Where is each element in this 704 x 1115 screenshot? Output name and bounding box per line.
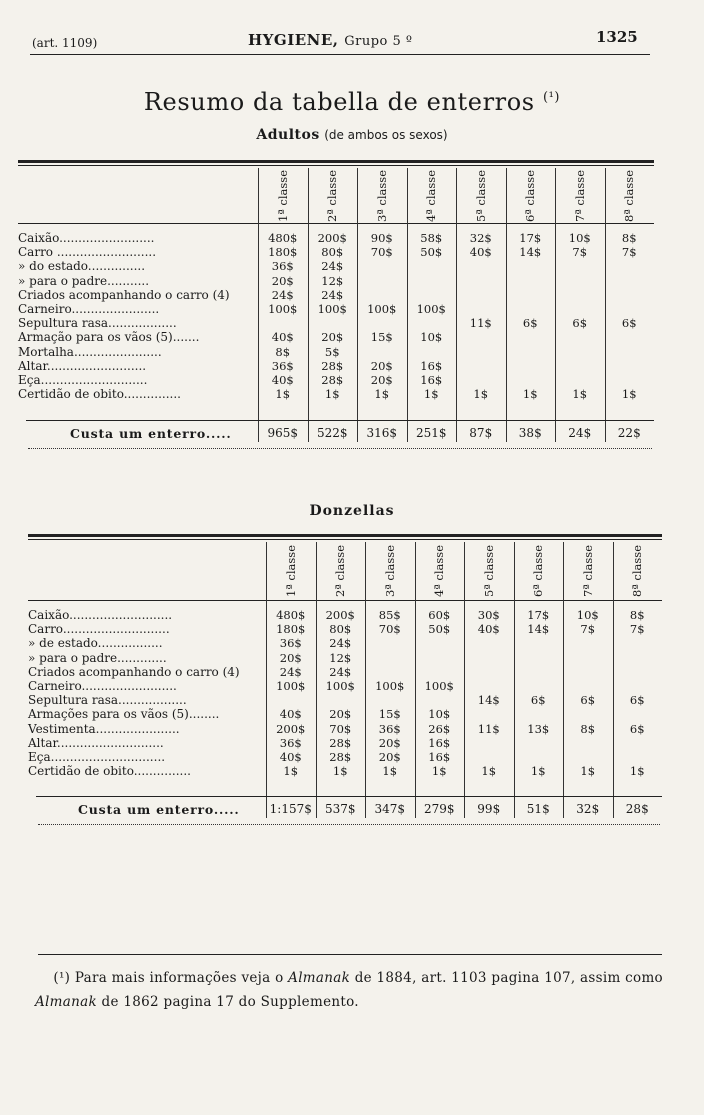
- adultos-total-cell: 316$: [366, 426, 398, 440]
- adultos-cell: 6$: [572, 316, 588, 331]
- adultos-total-label: Custa um enterro.....: [70, 426, 232, 441]
- adultos-cell: 1$: [572, 387, 588, 402]
- adultos-row-label: Certidão de obito...............: [18, 387, 181, 402]
- donzellas-column-header-label: 3ª classe: [382, 544, 397, 598]
- adultos-column-header-label: 8ª classe: [622, 169, 637, 222]
- adultos-cell: 1$: [522, 387, 538, 402]
- donzellas-column-header-label: 2ª classe: [333, 544, 348, 598]
- subtitle-adultos: Adultos: [256, 127, 320, 143]
- donzellas-cell: 80$: [329, 622, 352, 637]
- donzellas-column-header: [415, 544, 465, 598]
- adultos-cell: 1$: [423, 387, 439, 402]
- adultos-column-header-label: 1ª classe: [275, 169, 290, 222]
- donzellas-cell: 36$: [279, 735, 302, 750]
- donzellas-total-cell: 32$: [576, 802, 600, 816]
- adultos-cell: 28$: [321, 373, 344, 387]
- adultos-cell: 12$: [321, 273, 344, 288]
- donzellas-row-label: Altar............................: [28, 735, 164, 750]
- donzellas-cell: 28$: [329, 735, 352, 750]
- adultos-row-label: Carro ..........................: [18, 245, 157, 260]
- adultos-cell: 40$: [271, 330, 294, 345]
- donzellas-cell: 24$: [279, 664, 302, 679]
- adultos-row-label: Caixão.........................: [18, 231, 155, 245]
- donzellas-cell: 6$: [530, 693, 546, 708]
- adultos-cell: 100$: [416, 302, 446, 316]
- adultos-cell: 17$: [519, 231, 542, 245]
- adultos-cell: 10$: [420, 330, 443, 345]
- adultos-cell: 180$: [268, 245, 298, 260]
- adultos-cell: 200$: [317, 231, 347, 245]
- adultos-cell: 80$: [321, 245, 344, 260]
- adultos-total-cell: 522$: [316, 426, 348, 440]
- donzellas-cell: 40$: [477, 622, 500, 637]
- donzellas-cell: 200$: [325, 608, 355, 622]
- adultos-column-header-label: 5ª classe: [473, 169, 488, 222]
- donzellas-column-header: [563, 544, 613, 598]
- donzellas-cell: 1$: [382, 764, 398, 779]
- adultos-cell: 16$: [420, 358, 443, 373]
- adultos-cell: 6$: [621, 316, 637, 331]
- adultos-cell: 24$: [271, 287, 294, 302]
- adultos-cell: 40$: [271, 373, 294, 387]
- footnote-almanak-1: Almanak: [288, 970, 351, 986]
- donzellas-total-rule: [36, 796, 662, 797]
- adultos-cell: 28$: [321, 358, 344, 373]
- adultos-total-cell: 38$: [518, 426, 542, 440]
- adultos-cell: 7$: [572, 245, 588, 260]
- donzellas-total-cell: 347$: [374, 802, 406, 816]
- adultos-cell: 100$: [317, 302, 347, 316]
- donzellas-row-label: Carro............................: [28, 622, 170, 637]
- donzellas-cell: 36$: [378, 721, 401, 736]
- adultos-total-cell: 87$: [469, 426, 493, 440]
- adultos-total-cell: 24$: [568, 426, 592, 440]
- donzellas-cell: 16$: [428, 750, 451, 764]
- donzellas-column-header-label: 5ª classe: [481, 544, 496, 598]
- donzellas-top-rule: [28, 534, 662, 537]
- adultos-cell: 36$: [271, 259, 294, 274]
- donzellas-cell: 20$: [378, 750, 401, 764]
- donzellas-cell: 1$: [580, 764, 596, 779]
- donzellas-row-label: Eça..............................: [28, 750, 166, 764]
- donzellas-total-cell: 99$: [477, 802, 501, 816]
- donzellas-cell: 85$: [378, 608, 401, 622]
- adultos-row-label: » para o padre...........: [18, 273, 150, 288]
- donzellas-row-label: Certidão de obito...............: [28, 764, 191, 779]
- donzellas-cell: 1$: [530, 764, 546, 779]
- donzellas-column-header-label: 8ª classe: [630, 544, 645, 598]
- donzellas-cell: 20$: [329, 707, 352, 722]
- donzellas-cell: 50$: [428, 622, 451, 637]
- donzellas-row-label: Armações para os vãos (5)........: [28, 707, 220, 722]
- donzellas-cell: 24$: [329, 636, 352, 651]
- adultos-cell: 16$: [420, 373, 443, 387]
- donzellas-cell: 14$: [477, 693, 500, 708]
- donzellas-cell: 180$: [276, 622, 306, 637]
- adultos-cell: 1$: [621, 387, 637, 402]
- footnote: [35, 966, 675, 1014]
- adultos-row-label: Eça............................: [18, 373, 148, 387]
- footnote-text-b: de 1884, art. 1103 pagina 107, assim como: [354, 970, 663, 986]
- donzellas-cell: 70$: [329, 721, 352, 736]
- donzellas-cell: 1$: [481, 764, 497, 779]
- adultos-row-label: » do estado...............: [18, 259, 146, 274]
- donzellas-column-header: [464, 544, 514, 598]
- donzellas-total-cell: 279$: [423, 802, 455, 816]
- donzellas-cell: 60$: [428, 608, 451, 622]
- adultos-cell: 58$: [420, 231, 443, 245]
- adultos-cell: 1$: [374, 387, 390, 402]
- donzellas-top-rule-thin: [28, 539, 662, 540]
- donzellas-row-label: Vestimenta......................: [28, 721, 180, 736]
- adultos-row-label: Altar..........................: [18, 358, 147, 373]
- adultos-row-label: Mortalha.......................: [18, 344, 162, 359]
- adultos-cell: 100$: [367, 302, 397, 316]
- adultos-cell: 24$: [321, 259, 344, 274]
- donzellas-cell: 10$: [576, 608, 599, 622]
- footnote-text-c: de 1862 pagina 17 do Supplemento.: [101, 994, 359, 1010]
- donzellas-cell: 16$: [428, 735, 451, 750]
- adultos-cell: 14$: [519, 245, 542, 260]
- adultos-cell: 1$: [324, 387, 340, 402]
- header-article-ref: (art. 1109): [32, 36, 98, 50]
- title-footnote-marker: (¹): [542, 90, 561, 105]
- donzellas-row-label: Sepultura rasa..................: [28, 693, 187, 708]
- adultos-total-cell: 965$: [267, 426, 299, 440]
- page-number: 1325: [596, 28, 638, 46]
- adultos-cell: 8$: [275, 344, 291, 359]
- donzellas-total-cell: 537$: [324, 802, 356, 816]
- adultos-cell: 20$: [370, 358, 393, 373]
- donzellas-cell: 7$: [629, 622, 645, 637]
- adultos-cell: 1$: [275, 387, 291, 402]
- donzellas-cell: 100$: [276, 679, 306, 693]
- donzellas-cell: 12$: [329, 650, 352, 665]
- donzellas-row-label: Carneiro.........................: [28, 679, 177, 693]
- footnote-marker: (¹): [53, 970, 71, 986]
- adultos-cell: 5$: [324, 344, 340, 359]
- donzellas-column-header-label: 6ª classe: [531, 544, 546, 598]
- donzellas-cell: 28$: [329, 750, 352, 764]
- donzellas-cell: 40$: [279, 750, 302, 764]
- donzellas-column-header: [266, 544, 316, 598]
- donzellas-row-label: » para o padre.............: [28, 650, 167, 665]
- donzellas-cell: 15$: [378, 707, 401, 722]
- donzellas-cell: 30$: [477, 608, 500, 622]
- adultos-cell: 100$: [268, 302, 298, 316]
- donzellas-cell: 8$: [629, 608, 645, 622]
- header-group: Grupo 5 º: [344, 34, 413, 49]
- page-title-text: Resumo da tabella de enterros: [143, 88, 535, 116]
- adultos-column-header-label: 6ª classe: [523, 169, 538, 222]
- donzellas-cell: 1$: [431, 764, 447, 779]
- footnote-rule: [38, 954, 662, 955]
- adultos-cell: 1$: [473, 387, 489, 402]
- donzellas-cell: 10$: [428, 707, 451, 722]
- donzellas-row-label: Criados acompanhando o carro (4): [28, 664, 240, 679]
- donzellas-cell: 200$: [276, 721, 306, 736]
- donzellas-cell: 11$: [477, 721, 500, 736]
- donzellas-cell: 6$: [580, 693, 596, 708]
- donzellas-cell: 480$: [276, 608, 306, 622]
- adultos-cell: 10$: [568, 231, 591, 245]
- donzellas-bottom-rule: [38, 820, 660, 825]
- donzellas-column-header: [316, 544, 366, 598]
- adultos-column-header-label: 4ª classe: [424, 169, 439, 222]
- donzellas-cell: 13$: [527, 721, 550, 736]
- donzellas-cell: 20$: [279, 650, 302, 665]
- donzellas-column-header: [613, 544, 663, 598]
- footnote-text-a: Para mais informações veja o: [74, 970, 284, 986]
- donzellas-cell: 1$: [283, 764, 299, 779]
- donzellas-cell: 6$: [629, 721, 645, 736]
- adultos-cell: 20$: [321, 330, 344, 345]
- donzellas-cell: 36$: [279, 636, 302, 651]
- donzellas-cell: 100$: [375, 679, 405, 693]
- adultos-cell: 32$: [469, 231, 492, 245]
- adultos-row-label: Sepultura rasa..................: [18, 316, 177, 331]
- donzellas-total-cell: 28$: [625, 802, 649, 816]
- adultos-cell: 15$: [370, 330, 393, 345]
- donzellas-row-label: Caixão...........................: [28, 608, 173, 622]
- donzellas-cell: 100$: [325, 679, 355, 693]
- donzellas-column-header-label: 1ª classe: [283, 544, 298, 598]
- adultos-row-label: Armação para os vãos (5).......: [18, 330, 200, 345]
- donzellas-cell: 14$: [527, 622, 550, 637]
- adultos-cell: 6$: [522, 316, 538, 331]
- adultos-cell: 36$: [271, 358, 294, 373]
- donzellas-column-header-label: 7ª classe: [580, 544, 595, 598]
- donzellas-cell: 100$: [424, 679, 454, 693]
- adultos-cell: 90$: [370, 231, 393, 245]
- adultos-total-cell: 22$: [617, 426, 641, 440]
- donzellas-cell: 40$: [279, 707, 302, 722]
- section-title-donzellas: Donzellas: [309, 503, 395, 519]
- donzellas-cell: 7$: [580, 622, 596, 637]
- adultos-row-label: Criados acompanhando o carro (4): [18, 287, 230, 302]
- donzellas-total-label: Custa um enterro.....: [78, 802, 240, 817]
- adultos-cell: 24$: [321, 287, 344, 302]
- donzellas-column-header-label: 4ª classe: [432, 544, 447, 598]
- donzellas-column-header: [514, 544, 564, 598]
- footnote-almanak-2: Almanak: [35, 994, 97, 1010]
- adultos-cell: 7$: [621, 245, 637, 260]
- donzellas-cell: 70$: [378, 622, 401, 637]
- donzellas-cell: 1$: [629, 764, 645, 779]
- donzellas-cell: 24$: [329, 664, 352, 679]
- donzellas-header-rule: [28, 600, 662, 601]
- adultos-column-header-label: 3ª classe: [374, 169, 389, 222]
- donzellas-cell: 1$: [332, 764, 348, 779]
- donzellas-total-cell: 1:157$: [269, 802, 312, 816]
- header-title-main: HYGIENE,: [248, 31, 339, 49]
- adultos-cell: 11$: [469, 316, 492, 331]
- adultos-row-label: Carneiro.......................: [18, 302, 160, 316]
- adultos-cell: 20$: [271, 273, 294, 288]
- adultos-cell: 20$: [370, 373, 393, 387]
- adultos-cell: 40$: [469, 245, 492, 260]
- adultos-total-cell: 251$: [415, 426, 447, 440]
- adultos-column-header-label: 7ª classe: [572, 169, 587, 222]
- donzellas-column-header: [365, 544, 415, 598]
- adultos-column-header-label: 2ª classe: [325, 169, 340, 222]
- adultos-cell: 50$: [420, 245, 443, 260]
- donzellas-cell: 17$: [527, 608, 550, 622]
- donzellas-cell: 6$: [629, 693, 645, 708]
- donzellas-row-label: » de estado.................: [28, 636, 163, 651]
- donzellas-total-cell: 51$: [526, 802, 550, 816]
- donzellas-cell: 8$: [580, 721, 596, 736]
- adultos-cell: 70$: [370, 245, 393, 260]
- adultos-cell: 480$: [268, 231, 298, 245]
- subtitle-note: (de ambos os sexos): [324, 128, 448, 142]
- donzellas-cell: 26$: [428, 721, 451, 736]
- donzellas-cell: 20$: [378, 735, 401, 750]
- adultos-cell: 8$: [621, 231, 637, 245]
